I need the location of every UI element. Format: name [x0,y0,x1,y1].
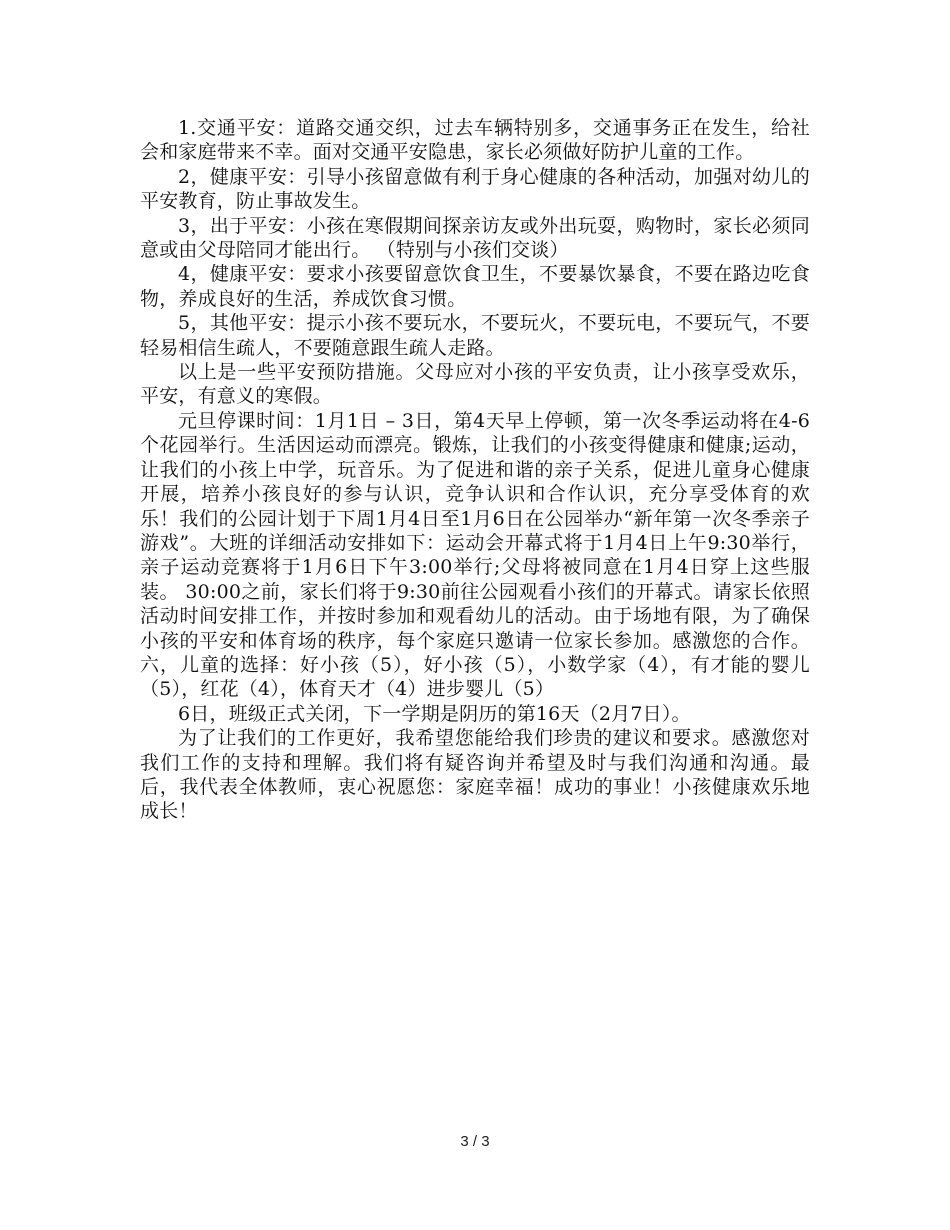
paragraph-health-safety: 2，健康平安：引导小孩留意做有利于身心健康的各种活动，加强对幼儿的平安教育，防止事故发生。 [140,165,810,213]
paragraph-traffic-safety: 1.交通平安：道路交通交织，过去车辆特别多，交通事务正在发生，给社会和家庭带来不幸。面对交通平安隐患，家长必须做好防护儿童的工作。 [140,117,810,164]
paragraph-closing-wishes: 为了让我们的工作更好，我希望您能给我们珍贵的建议和要求。感激您对我们工作的支持和理解。我们将有疑咨询并希望及时与我们沟通和沟通。最后，我代表全体教师，衷心祝愿您：家庭幸福！成功的事业！小孩健康欢乐地成长！ [140,727,810,823]
paragraph-other-safety: 5，其他平安：提示小孩不要玩水，不要玩火，不要玩电，不要玩气，不要轻易相信生疏人，不要随意跟生疏人走路。 [140,312,810,359]
document-body [140,116,810,824]
paragraph-safety-summary: 以上是一些平安预防措施。父母应对小孩的平安负责，让小孩享受欢乐，平安，有意义的寒假。 [140,361,810,408]
page-number: 3 / 3 [460,1133,490,1150]
paragraph-new-year-activities: 元旦停课时间：1月1日 – 3日，第4天早上停顿，第一次冬季运动将在4-6个花园举行。生活因运动而漂亮。锻炼，让我们的小孩变得健康和健康;运动，让我们的小孩上中学，玩音乐。为了促进和谐的亲子关系，促进儿童身心健康开展，培养小孩良好的参与认识，竞争认识和合作认识，充分享受体育的欢乐！我们的公园计划于下周1月4日至1月6日在公园举办“新年第一次冬季亲子游戏”。大班的详细活动安排如下：运动会开幕式将于1月4日上午9:30举行，亲子运动竞赛将于1月6日下午3:00举行;父母将被同意在1月4日穿上这些服装。 30:00之前，家长们将于9:30前往公园观看小孩们的开幕式。请家长依照活动时间安排工作，并按时参加和观看幼儿的活动。由于场地有限，为了确保小孩的平安和体育场的秩序，每个家庭只邀请一位家长参加。感激您的合作。六，儿童的选择：好小孩（5），好小孩（5），小数学家（4），有才能的婴儿（5），红花（4），体育天才（4）进步婴儿（5） [140,409,810,701]
paragraph-food-safety: 4，健康平安：要求小孩要留意饮食卫生，不要暴饮暴食，不要在路边吃食物，养成良好的生活，养成饮食习惯。 [140,263,810,310]
paragraph-outing-safety: 3，出于平安：小孩在寒假期间探亲访友或外出玩耍，购物时，家长必须同意或由父母陪同才能出行。 （特别与小孩们交谈） [140,214,810,262]
paragraph-class-closing: 6日，班级正式关闭，下一学期是阴历的第16天（2月7日）。 [178,702,691,725]
